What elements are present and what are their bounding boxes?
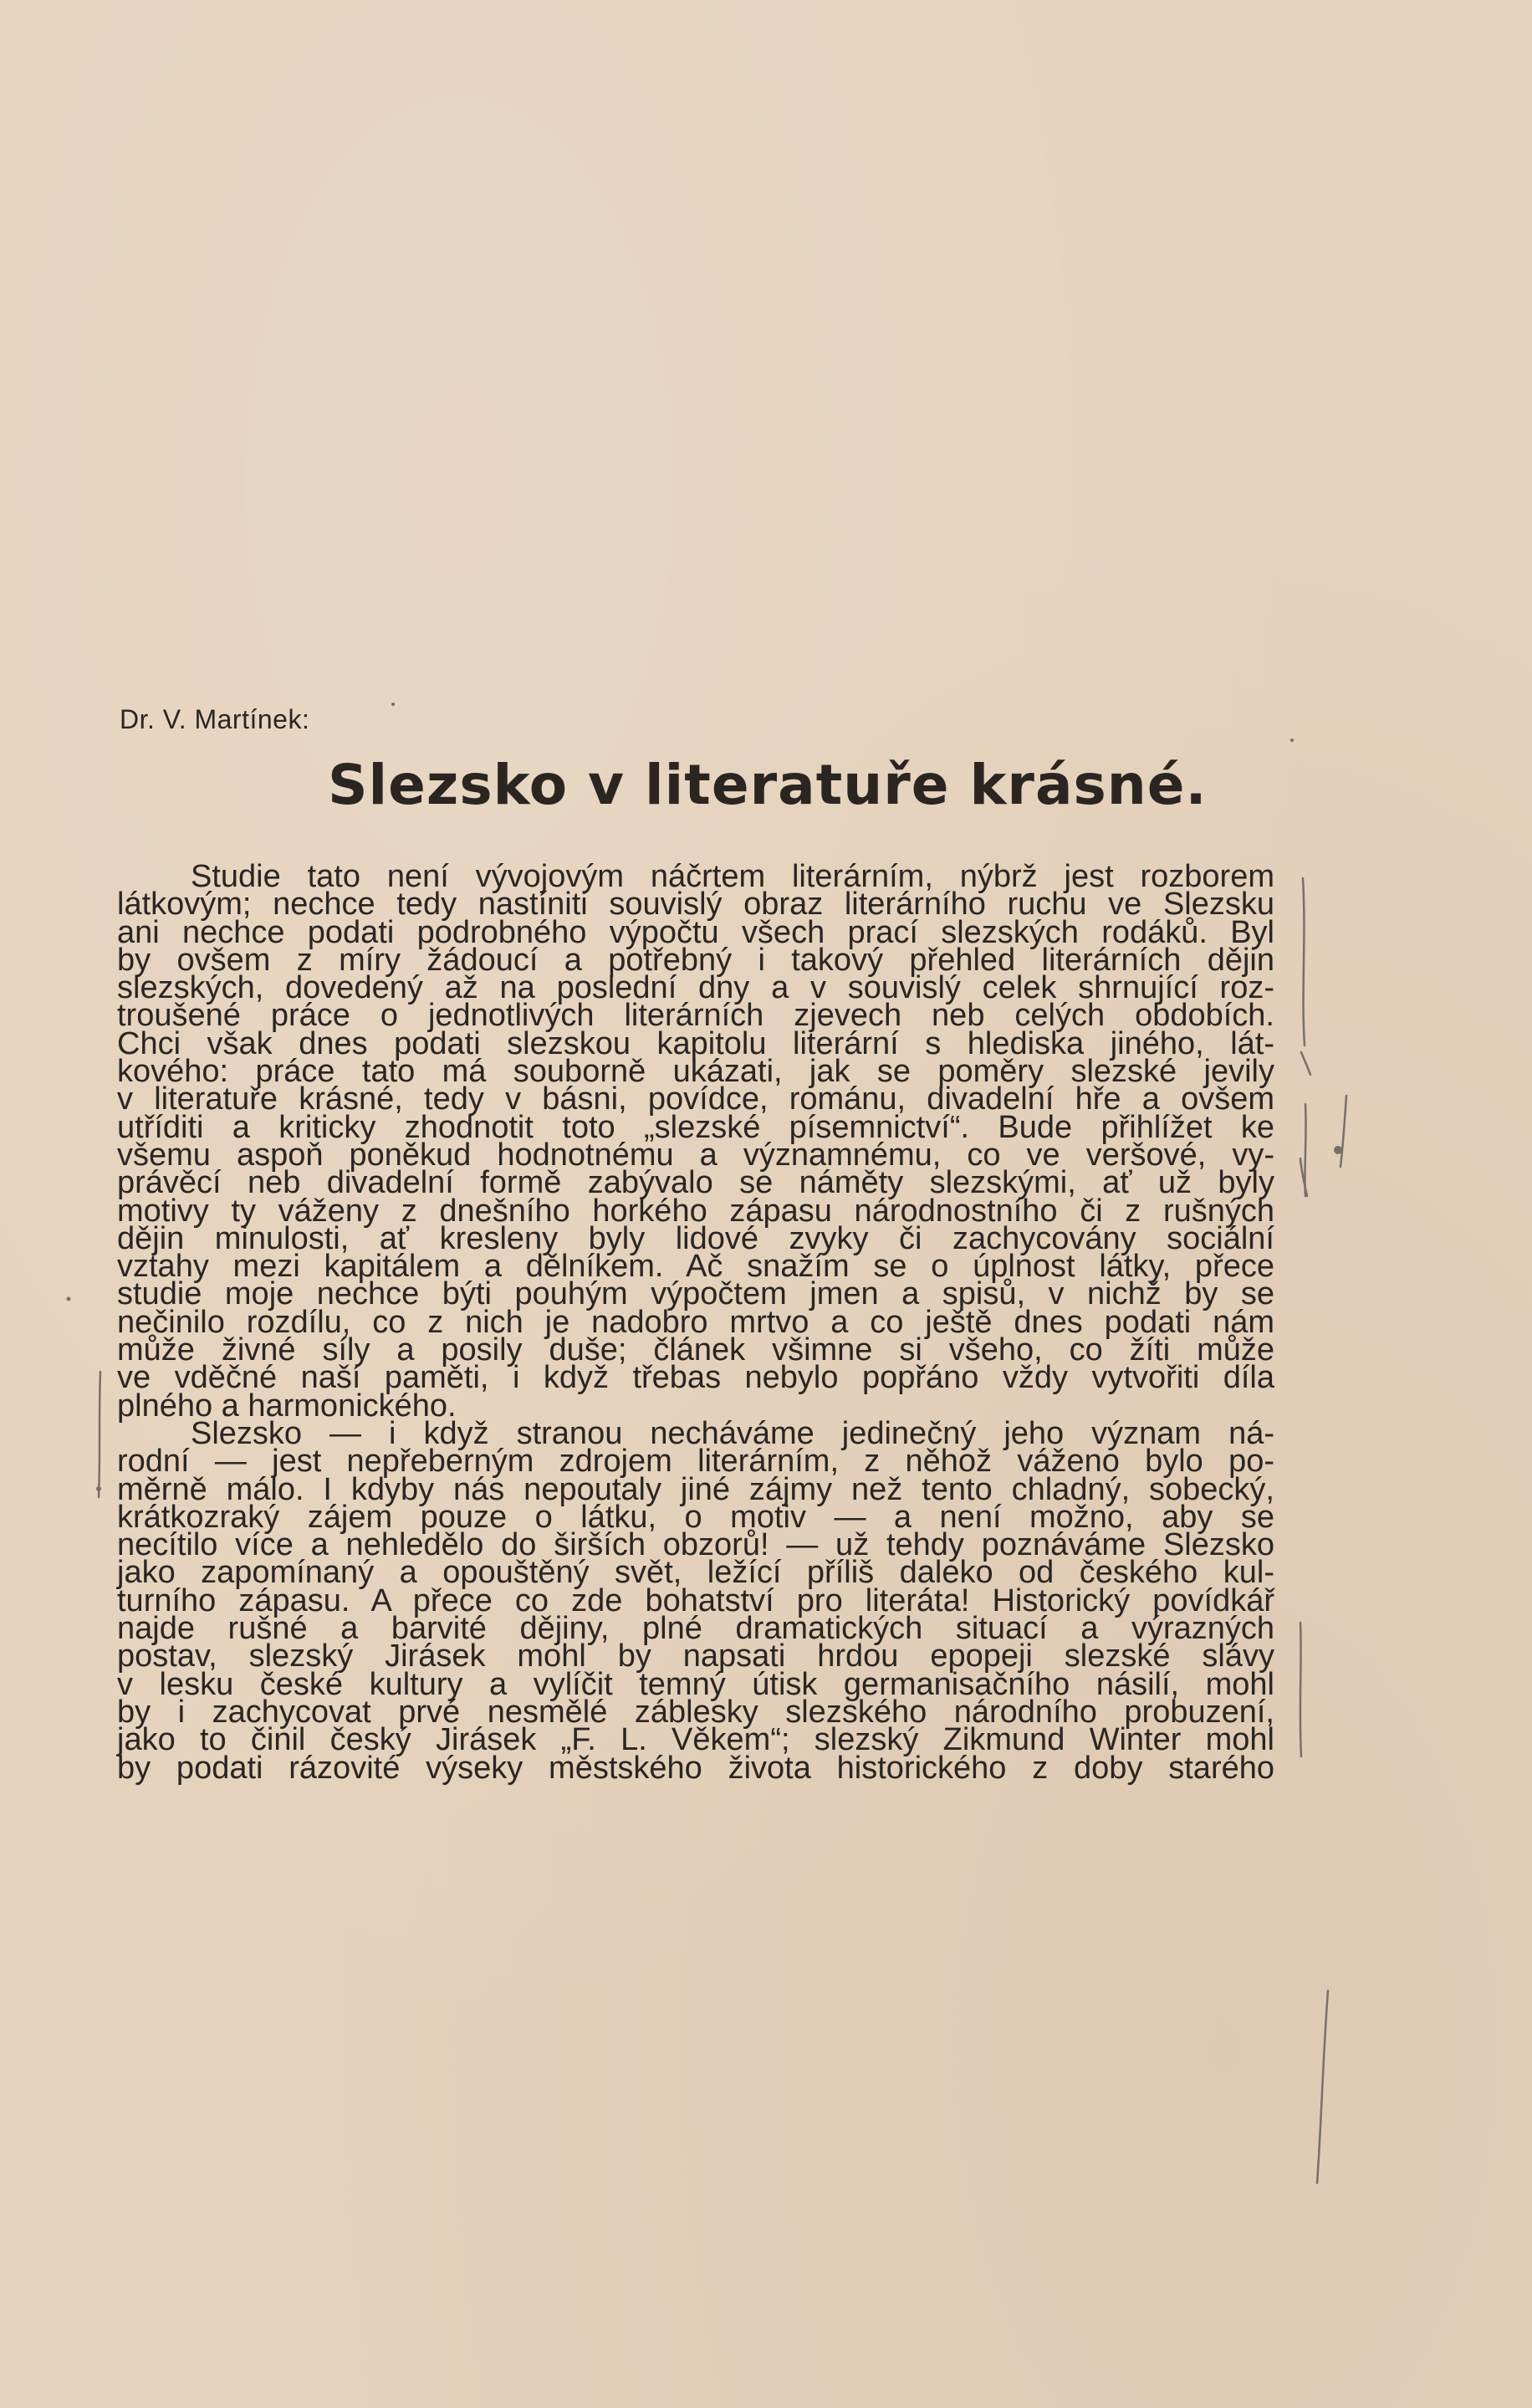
pencil-stroke [1317,1991,1328,2183]
body-line: měrně málo. I kdyby nás nepoutaly jiné zájmy než tento chladný, sobecký, [117,1471,1274,1507]
pencil-stroke [1301,1052,1310,1075]
body-line: právěcí neb divadelní formě zabývalo se náměty slezskými, ať už byly [117,1165,1274,1201]
pencil-dot [1334,1146,1342,1154]
body-line: by podati rázovité výseky městského života historického z doby starého [117,1750,1274,1786]
body-line: postav, slezský Jirásek mohl by napsati hrdou epopeji slezské slávy [117,1639,1274,1674]
body-line: vztahy mezi kapitálem a dělníkem. Ač snažím se o úplnost látky, přece [117,1249,1274,1285]
body-line: by ovšem z míry žádoucí a potřebný i takový přehled literárních dějin [117,942,1274,978]
body-line: dějin minulosti, ať kresleny byly lidové zvyky či zachycovány sociální [117,1220,1274,1256]
pencil-dot [67,1297,71,1301]
body-line: ani nechce podati podrobného výpočtu všech prací slezských rodáků. Byl [117,914,1274,950]
body-line: by i zachycovat prvé nesmělé záblesky slezského národního probuzení, [117,1694,1274,1730]
body-line: najde rušné a barvité dějiny, plné dramatických situací a výrazných [117,1611,1274,1647]
body-line: látkovým; nechce tedy nastíniti souvislý obraz literárního ruchu ve Slezsku [117,887,1274,923]
body-line: v lesku české kultury a vylíčit temný útisk germanisačního násilí, mohl [117,1666,1274,1702]
article-title: Slezsko v literatuře krásné. [328,753,1208,817]
body-line: slezských, dovedený až na poslední dny a v souvislý celek shrnující roz- [117,970,1274,1006]
pencil-dot [391,703,395,706]
body-line: studie moje nechce býti pouhým výpočtem jmen a spisů, v nichž by se [117,1276,1274,1312]
body-line: nečinilo rozdílu, co z nich je nadobro mrtvo a co ještě dnes podati nám [117,1304,1274,1340]
body-line: Studie tato není vývojovým náčrtem literárním, nýbrž jest rozborem [191,859,1274,894]
body-line: necítilo více a nehledělo do širších obzorů! — už tehdy poznáváme Slezsko [117,1527,1274,1563]
body-line: utříditi a kriticky zhodnotit toto „slezské písemnictví“. Bude přihlížet ke [117,1109,1274,1145]
pencil-dot [96,1486,101,1491]
body-line: troušené práce o jednotlivých literárních zjevech neb celých obdobích. [117,998,1274,1034]
pencil-stroke [1303,878,1305,1046]
pencil-stroke [99,1372,100,1497]
body-line: motivy ty váženy z dnešního horkého zápasu národnostního či z rušných [117,1193,1274,1229]
body-line: Slezsko — i když stranou necháváme jedinečný jeho význam ná- [191,1415,1274,1451]
body-line: ve vděčné naší paměti, i když třebas nebylo popřáno vždy vytvořiti díla [117,1360,1274,1396]
author-byline: Dr. V. Martínek: [120,704,310,734]
pencil-dot [1290,739,1294,742]
body-line: všemu aspoň poněkud hodnotnému a významnému, co ve veršové, vy- [117,1137,1274,1173]
pencil-stroke [1300,1623,1301,1756]
pencil-stroke [1340,1096,1346,1167]
body-line: rodní — jest nepřeberným zdrojem literárním, z něhož váženo bylo po- [117,1444,1274,1480]
body-line: jako zapomínaný a opouštěný svět, ležící příliš daleko od českého kul- [117,1555,1274,1591]
body-line: jako to činil český Jirásek „F. L. Věkem“; slezský Zikmund Winter mohl [117,1722,1274,1758]
body-line: Chci však dnes podati slezskou kapitolu literární s hlediska jiného, lát- [117,1025,1274,1061]
body-line: může živné síly a posily duše; článek všimne si všeho, co žíti může [117,1332,1274,1368]
body-line: v literatuře krásné, tedy v básni, povídce, románu, divadelní hře a ovšem [117,1081,1274,1117]
body-line: turního zápasu. A přece co zde bohatství pro literáta! Historický povídkář [117,1582,1274,1618]
body-line: plného a harmonického. [117,1388,457,1424]
body-line: krátkozraký zájem pouze o látku, o motiv — a není možno, aby se [117,1499,1274,1535]
body-line: kového: práce tato má souborně ukázati, jak se poměry slezské jevily [117,1054,1274,1090]
